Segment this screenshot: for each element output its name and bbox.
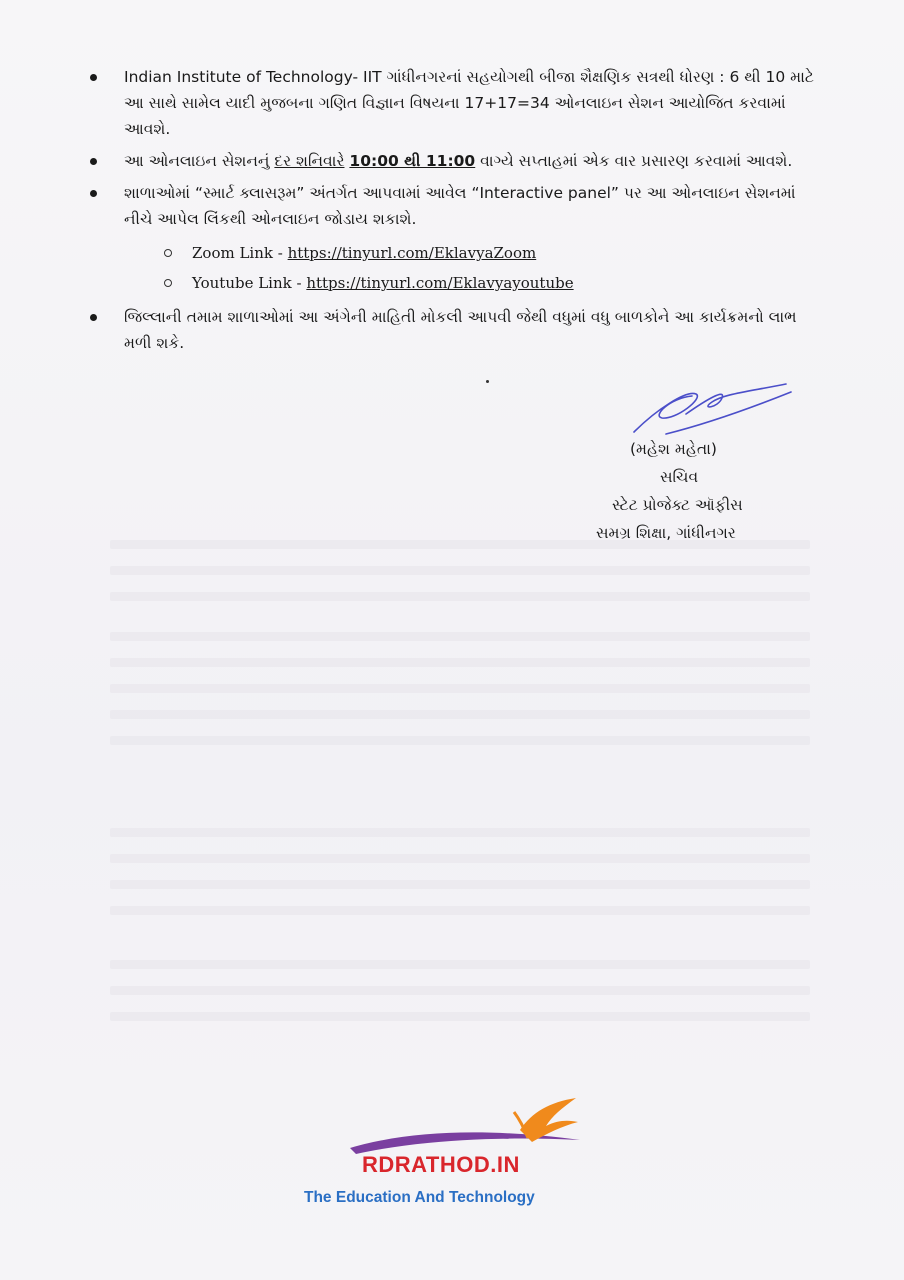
youtube-link-label: Youtube Link - — [192, 274, 307, 292]
bullet-text: શાળાઓમાં “સ્માર્ટ ક્લાસરૂમ” અંતર્ગત આપવામાં આવેલ “Interactive panel” પર આ ઓનલાઇન સેશનમાં નીચે આપેલ લિંકથી ઓનલાઇન જોડાય શકાશે. — [124, 184, 796, 228]
bleed-through-line — [110, 986, 810, 995]
schedule-time: 10:00 થી 11:00 — [349, 152, 476, 170]
bullet-text: જિલ્લાની તમામ શાળાઓમાં આ અંગેની માહિતી મોકલી આપવી જેથી વધુમાં વધુ બાળકોને આ કાર્યક્રમનો લાભ મળી શકે. — [124, 308, 797, 352]
sub-bullet-circle — [164, 249, 172, 257]
bullet-text: વાગ્યે સપ્તાહમાં એક વાર પ્રસારણ કરવામાં આવશે. — [475, 152, 793, 170]
bullet-dot — [90, 158, 97, 165]
bleed-through-line — [110, 710, 810, 719]
bullet-list — [82, 64, 822, 362]
sub-bullet-circle — [164, 279, 172, 287]
bleed-through-line — [110, 736, 810, 745]
bleed-through-line — [110, 1012, 810, 1021]
bullet-dot — [90, 190, 97, 197]
bleed-through-line — [110, 632, 810, 641]
bleed-through-line — [110, 592, 810, 601]
bullet-item-iit — [82, 64, 822, 142]
zoom-link[interactable]: https://tinyurl.com/EklavyaZoom — [287, 244, 537, 262]
logo-name: RDRATHOD.IN — [362, 1152, 520, 1177]
bleed-through-line — [110, 880, 810, 889]
zoom-link-label: Zoom Link - — [192, 244, 288, 262]
signatory-office: સ્ટેટ પ્રોજેક્ટ ઑફીસ — [612, 496, 743, 514]
signatory-org: સમગ્ર શિક્ષા, ગાંધીનગર — [596, 524, 736, 542]
signatory-title: સચિવ — [660, 468, 699, 486]
bleed-through-line — [110, 566, 810, 575]
schedule-day: દર શનિવારે — [274, 152, 345, 170]
bullet-item-schedule — [82, 148, 822, 174]
signature-scribble — [626, 380, 796, 440]
signatory-name: (મહેશ મહેતા) — [630, 440, 717, 458]
bleed-through-line — [110, 960, 810, 969]
stray-dot — [486, 380, 489, 383]
logo-tagline: The Education And Technology — [304, 1189, 535, 1206]
youtube-link-row — [82, 268, 822, 298]
bullet-dot — [90, 74, 97, 81]
bullet-text: Indian Institute of Technology- IIT ગાંધીનગરનાં સહયોગથી બીજા શૈક્ષણિક સત્રથી ધોરણ : 6 થી 10 માટે આ સાથે સામેલ યાદી મુજબના ગણિત વિજ્ઞાન વિષયના 17+17=34 ઓનલાઇન સેશન આયોજિત કરવામાં આવશે. — [124, 68, 814, 138]
bullet-dot — [90, 314, 97, 321]
youtube-link[interactable]: https://tinyurl.com/Eklavyayoutube — [306, 274, 574, 292]
bullet-item-panel — [82, 180, 822, 232]
bullet-text: આ ઓનલાઇન સેશનનું — [124, 152, 275, 170]
bleed-through-line — [110, 828, 810, 837]
bleed-through-line — [110, 906, 810, 915]
bleed-through-line — [110, 658, 810, 667]
zoom-link-row — [82, 238, 822, 268]
bullet-item-district — [82, 304, 822, 356]
bleed-through-line — [110, 854, 810, 863]
bleed-through-line — [110, 684, 810, 693]
